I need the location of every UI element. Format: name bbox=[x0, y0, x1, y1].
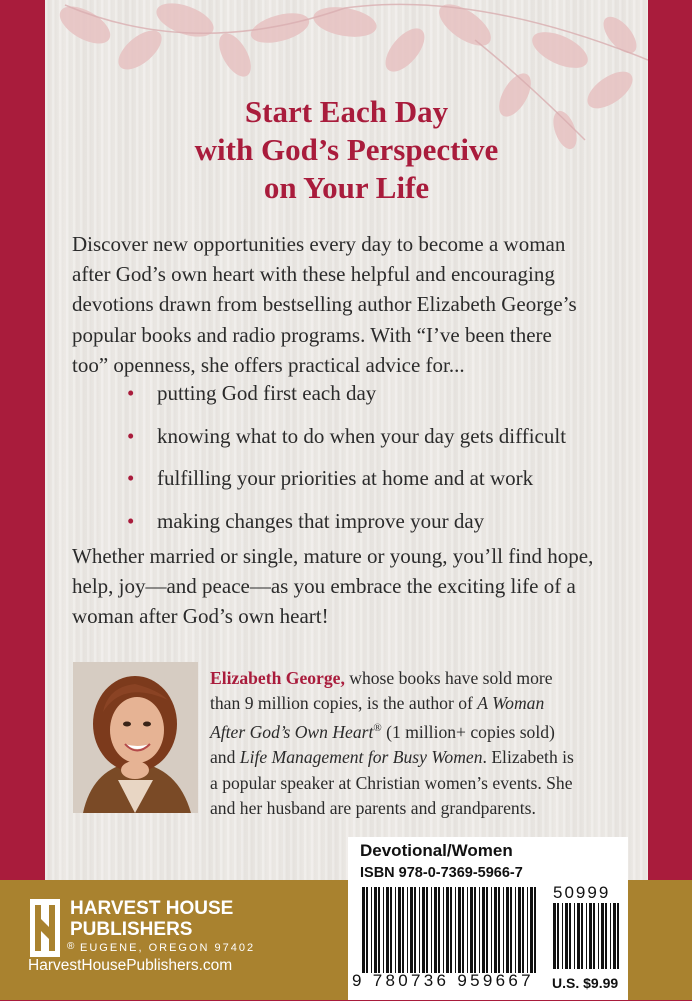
intro-line: after God’s own heart with these helpful and encouraging bbox=[72, 262, 555, 287]
barcode-bar bbox=[378, 887, 380, 973]
barcode-bar bbox=[398, 887, 401, 973]
barcode-bar bbox=[366, 887, 368, 973]
barcode-bar bbox=[402, 887, 404, 973]
book-title: A Woman bbox=[477, 693, 545, 714]
barcode-bar bbox=[462, 887, 464, 973]
barcode-bar bbox=[553, 903, 556, 969]
registered-mark: ® bbox=[373, 722, 382, 735]
barcode-bar bbox=[434, 887, 437, 973]
barcode-bar bbox=[486, 887, 488, 973]
headline-line: Start Each Day bbox=[244, 94, 449, 129]
list-item-text: fulfilling your priorities at home and at work bbox=[157, 466, 534, 491]
bullet-icon: • bbox=[127, 381, 135, 405]
publisher-block bbox=[28, 891, 288, 1001]
barcode-bar bbox=[503, 887, 504, 973]
closing-line: help, joy—and peace—as you embrace the exciting life of a bbox=[72, 574, 576, 598]
barcode-bar bbox=[438, 887, 440, 973]
isbn-label: ISBN 978-0-7369-5966-7 bbox=[360, 865, 523, 881]
publisher-logo-icon bbox=[30, 899, 60, 957]
barcode-box bbox=[348, 837, 628, 1000]
bio-text: (1 million+ copies sold) bbox=[381, 722, 555, 743]
intro-line: Discover new opportunities every day to become a woman bbox=[72, 232, 566, 256]
barcode-digits: 9 780736 959667 bbox=[352, 971, 534, 990]
list-item-text: knowing what to do when your day gets difficult bbox=[157, 423, 567, 448]
bio-text: than 9 million copies, is the author of bbox=[210, 693, 478, 714]
price-code: 50999 bbox=[553, 883, 611, 902]
intro-line: devotions drawn from bestselling author Elizabeth George’s bbox=[72, 292, 577, 317]
barcode-bar bbox=[390, 887, 392, 973]
barcode-bar bbox=[581, 903, 583, 969]
barcode-bar bbox=[586, 903, 587, 969]
barcode-bar bbox=[569, 903, 571, 969]
bio-text: a popular speaker at Christian women’s events. She bbox=[210, 772, 573, 793]
closing-line: woman after God’s own heart! bbox=[72, 604, 329, 628]
publisher-name-line: HARVEST HOUSE bbox=[70, 898, 234, 919]
author-bio bbox=[210, 666, 650, 821]
barcode-bar bbox=[410, 887, 413, 973]
barcode-bar bbox=[565, 903, 568, 969]
barcode-bar bbox=[589, 903, 592, 969]
barcode-bar bbox=[386, 887, 389, 973]
bio-text: whose books have sold more bbox=[344, 668, 553, 688]
barcode-bar bbox=[530, 887, 533, 973]
barcode-bar bbox=[419, 887, 420, 973]
price-barcode-icon bbox=[552, 903, 622, 969]
barcode-bar bbox=[610, 903, 611, 969]
barcode-bar bbox=[371, 887, 372, 973]
barcode-bar bbox=[527, 887, 528, 973]
isbn-barcode-icon bbox=[361, 887, 541, 973]
bio-text: and bbox=[210, 747, 240, 768]
barcode-bar bbox=[422, 887, 425, 973]
barcode-bar bbox=[522, 887, 524, 973]
barcode-bar bbox=[577, 903, 580, 969]
publisher-city: EUGENE, OREGON 97402 bbox=[80, 942, 256, 954]
barcode-bar bbox=[605, 903, 607, 969]
barcode-bar bbox=[617, 903, 619, 969]
barcode-bar bbox=[515, 887, 516, 973]
bio-text: . Elizabeth is bbox=[482, 747, 574, 768]
registered-mark: ® bbox=[67, 941, 75, 952]
barcode-bar bbox=[562, 903, 563, 969]
barcode-bar bbox=[491, 887, 492, 973]
bullet-icon: • bbox=[127, 466, 135, 491]
barcode-bar bbox=[426, 887, 428, 973]
barcode-bar bbox=[494, 887, 497, 973]
barcode-bar bbox=[362, 887, 365, 973]
list-item bbox=[127, 463, 647, 506]
closing-line: Whether married or single, mature or young, you’ll find hope, bbox=[72, 544, 594, 568]
headline-line: on Your Life bbox=[263, 170, 430, 205]
barcode-bar bbox=[458, 887, 461, 973]
book-title: Life Management for Busy Women bbox=[239, 747, 483, 768]
barcode-bar bbox=[450, 887, 452, 973]
author-portrait-icon bbox=[73, 662, 198, 813]
bullet-icon: • bbox=[127, 508, 135, 533]
intro-line: popular books and radio programs. With “I’ve been there bbox=[72, 322, 552, 347]
barcode-bar bbox=[534, 887, 536, 973]
list-item bbox=[127, 421, 647, 464]
publisher-name-line: PUBLISHERS bbox=[70, 919, 193, 940]
barcode-bar bbox=[374, 887, 377, 973]
barcode-bar bbox=[598, 903, 599, 969]
advice-list bbox=[127, 378, 647, 548]
bio-text: and her husband are parents and grandparents. bbox=[210, 797, 536, 818]
list-item-text: putting God first each day bbox=[157, 381, 377, 405]
list-item-text: making changes that improve your day bbox=[157, 508, 485, 533]
barcode-bar bbox=[518, 887, 521, 973]
author-photo bbox=[73, 662, 198, 813]
barcode-bar bbox=[593, 903, 595, 969]
barcode-bar bbox=[455, 887, 456, 973]
publisher-website-link[interactable]: HarvestHousePublishers.com bbox=[28, 957, 233, 974]
intro-paragraph bbox=[72, 229, 632, 380]
barcode-bar bbox=[506, 887, 509, 973]
barcode-bar bbox=[482, 887, 485, 973]
author-name: Elizabeth George, bbox=[210, 668, 345, 688]
barcode-bar bbox=[574, 903, 575, 969]
barcode-bar bbox=[479, 887, 480, 973]
barcode-bar bbox=[446, 887, 449, 973]
price-label: U.S. $9.99 bbox=[552, 975, 619, 991]
barcode-bar bbox=[407, 887, 408, 973]
barcode-bar bbox=[470, 887, 473, 973]
closing-paragraph bbox=[72, 541, 642, 631]
barcode-bar bbox=[467, 887, 468, 973]
intro-line: too” openness, she offers practical advice for... bbox=[72, 352, 465, 377]
barcode-bar bbox=[613, 903, 616, 969]
category-label: Devotional/Women bbox=[360, 841, 513, 860]
headline bbox=[45, 93, 648, 207]
barcode-bar bbox=[557, 903, 559, 969]
bullet-icon: • bbox=[127, 423, 135, 448]
barcode-bar bbox=[414, 887, 416, 973]
barcode-bar bbox=[510, 887, 512, 973]
barcode-bar bbox=[443, 887, 444, 973]
barcode-bar bbox=[431, 887, 432, 973]
barcode-bar bbox=[498, 887, 500, 973]
book-title: After God’s Own Heart bbox=[210, 722, 374, 743]
barcode-bar bbox=[474, 887, 476, 973]
barcode-bar bbox=[601, 903, 604, 969]
barcode-bar bbox=[383, 887, 384, 973]
list-item bbox=[127, 378, 647, 421]
barcode-bar bbox=[395, 887, 396, 973]
headline-line: with God’s Perspective bbox=[194, 132, 499, 167]
publisher-name bbox=[70, 898, 233, 940]
